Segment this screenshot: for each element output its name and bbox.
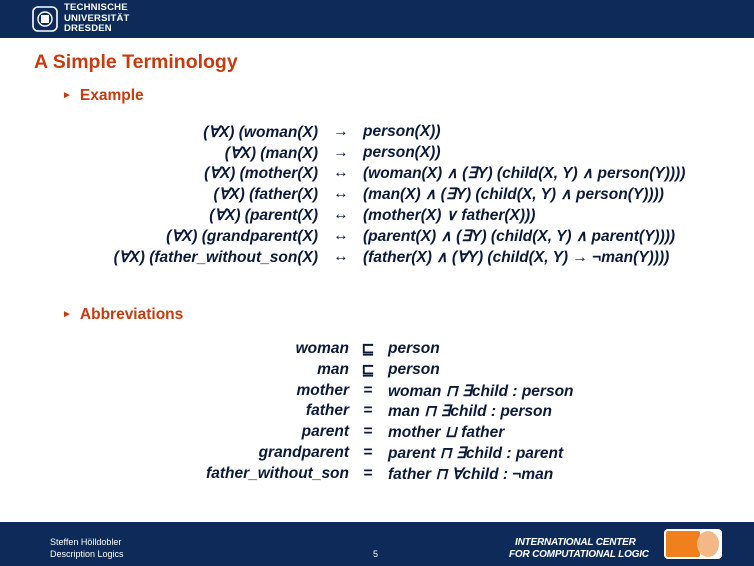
abbreviation-row — [0, 361, 754, 381]
formula-lhs: (∀X) (father_without_son(X) — [113, 249, 318, 266]
section-abbreviations-heading — [62, 306, 183, 324]
icl-name-line-1: INTERNATIONAL CENTER — [515, 537, 636, 548]
abbreviation-row — [0, 423, 754, 443]
formula-rhs: (father(X) ∧ (∀Y) (child(X, Y) → ¬man(Y)))) — [363, 249, 670, 266]
abbreviation-row — [0, 444, 754, 464]
top-header-bar — [0, 0, 754, 38]
tud-logo-icon — [32, 6, 58, 32]
formula-row — [0, 248, 754, 268]
formula-rhs: (parent(X) ∧ (∃Y) (child(X, Y) ∧ parent(Y)))) — [363, 228, 676, 245]
formula-operator: ↔ — [333, 248, 349, 265]
abbreviation-lhs: man — [317, 361, 349, 378]
formula-lhs: (∀X) (parent(X) — [209, 207, 318, 224]
bullet-triangle-icon: ► — [62, 90, 72, 101]
footer-course: Description Logics — [50, 549, 124, 559]
formula-operator: ↔ — [333, 227, 349, 244]
section-example-label: Example — [79, 87, 144, 104]
formula-row — [0, 164, 754, 184]
abbreviation-operator: = — [363, 444, 373, 461]
abbreviation-lhs: mother — [296, 382, 349, 399]
formula-rhs: (man(X) ∧ (∃Y) (child(X, Y) ∧ person(Y)))) — [363, 186, 664, 203]
formula-rhs: (mother(X) ∨ father(X))) — [363, 207, 536, 224]
abbreviation-rhs: parent ⊓ ∃child : parent — [388, 445, 564, 462]
formula-row — [0, 144, 754, 164]
abbreviation-operator: = — [363, 465, 373, 482]
abbreviation-operator: = — [363, 382, 373, 399]
abbreviation-rhs: man ⊓ ∃child : person — [388, 403, 552, 420]
abbreviation-rhs: mother ⊔ father — [388, 424, 505, 441]
abbreviation-operator: ⊑ — [361, 341, 375, 358]
formula-row — [0, 185, 754, 205]
formula-row — [0, 227, 754, 247]
formula-operator: ↔ — [333, 185, 349, 202]
abbreviation-row — [0, 382, 754, 402]
abbreviation-lhs: woman — [295, 340, 349, 357]
formula-operator: → — [333, 144, 349, 161]
formula-lhs: (∀X) (father(X) — [213, 186, 318, 203]
abbreviation-operator: = — [363, 402, 373, 419]
formula-operator: → — [333, 123, 349, 140]
formula-row — [0, 206, 754, 226]
formula-operator: ↔ — [333, 206, 349, 223]
abbreviation-rhs: father ⊓ ∀child : ¬man — [388, 466, 554, 483]
icl-name-line-2: FOR COMPUTATIONAL LOGIC — [509, 549, 649, 560]
abbreviation-lhs: father_without_son — [206, 465, 349, 482]
abbreviation-row — [0, 340, 754, 360]
abbreviation-rhs: person — [388, 340, 440, 357]
formula-lhs: (∀X) (woman(X) — [203, 124, 318, 141]
abbreviation-lhs: parent — [301, 423, 349, 440]
slide-title: A Simple Terminology — [34, 51, 238, 73]
abbreviation-rhs: person — [388, 361, 440, 378]
abbreviation-rhs: woman ⊓ ∃child : person — [388, 383, 574, 400]
formula-lhs: (∀X) (man(X) — [224, 145, 318, 162]
icl-logo-icon — [664, 527, 722, 561]
formula-lhs: (∀X) (grandparent(X) — [166, 228, 318, 245]
formula-rhs: (woman(X) ∧ (∃Y) (child(X, Y) ∧ person(Y)))) — [363, 165, 686, 182]
abbreviation-lhs: grandparent — [258, 444, 349, 461]
abbreviation-row — [0, 402, 754, 422]
formula-rhs: person(X)) — [363, 144, 441, 161]
abbreviation-operator: = — [363, 423, 373, 440]
university-name — [64, 3, 130, 35]
university-line-3: DRESDEN — [64, 23, 112, 34]
section-example-heading — [62, 87, 144, 105]
university-line-2: UNIVERSITÄT — [64, 12, 130, 24]
abbreviation-operator: ⊑ — [361, 362, 375, 379]
bullet-triangle-icon: ► — [62, 309, 72, 320]
abbreviation-lhs: father — [305, 402, 349, 419]
formula-lhs: (∀X) (mother(X) — [204, 165, 318, 182]
abbreviation-row — [0, 465, 754, 485]
section-abbreviations-label: Abbreviations — [79, 306, 184, 323]
university-line-1: TECHNISCHE — [64, 2, 128, 13]
footer-author: Steffen Hölldobler — [50, 537, 122, 547]
formula-row — [0, 123, 754, 143]
formula-rhs: person(X)) — [363, 123, 441, 140]
formula-operator: ↔ — [333, 164, 349, 181]
page-number: 5 — [373, 549, 379, 559]
footer-bar — [0, 522, 754, 566]
